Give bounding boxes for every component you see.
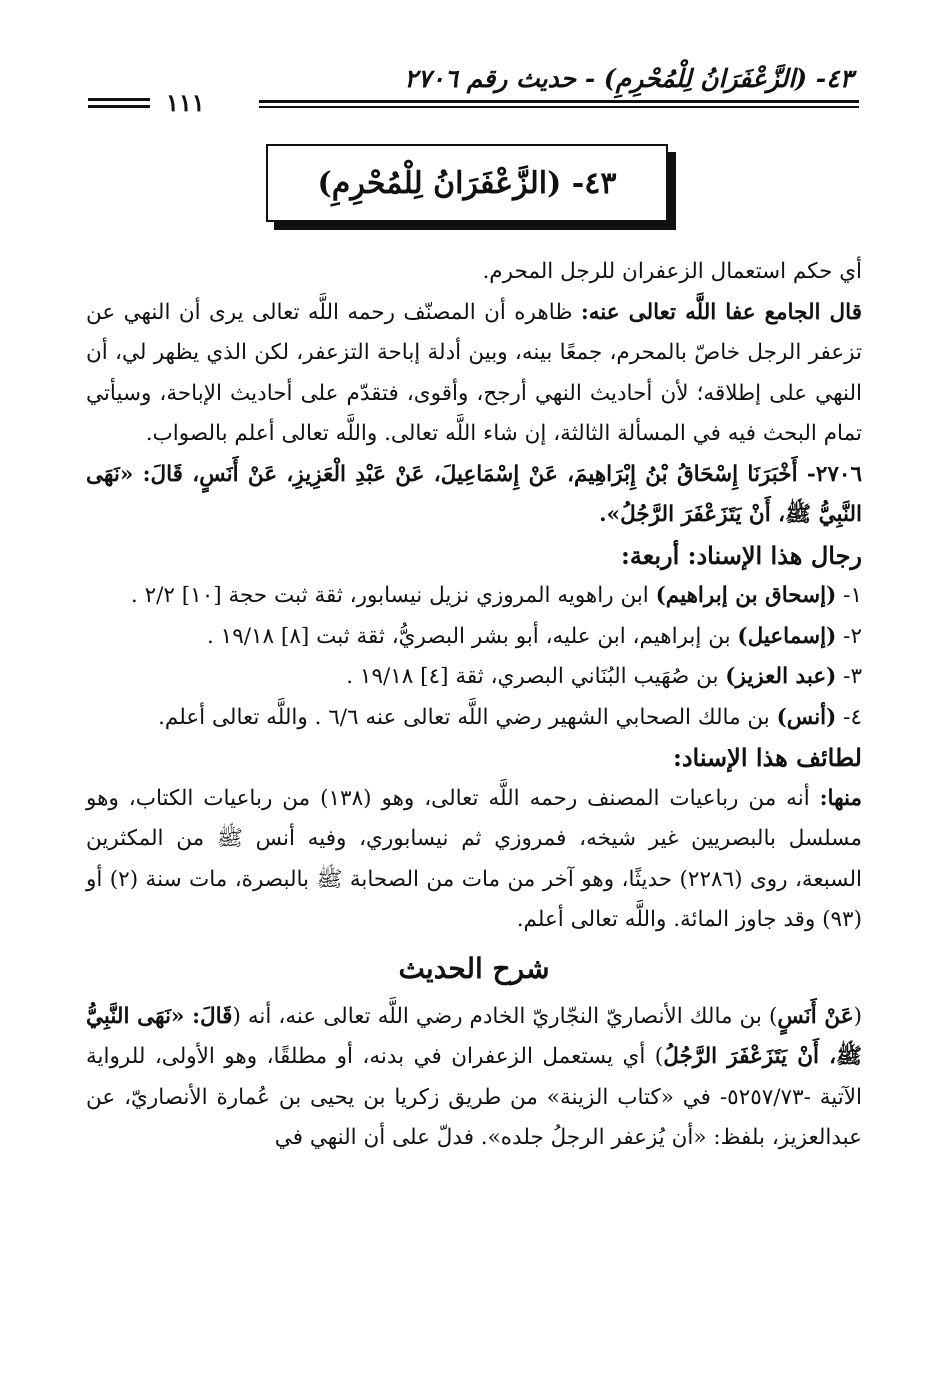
narrator-item [86, 576, 862, 617]
chapter-title: ٤٣- (الزَّعْفَرَانُ لِلْمُحْرِمِ) [317, 165, 617, 201]
narrator-name: (إسماعيل) [737, 623, 837, 649]
commentary-paragraph [86, 997, 862, 1159]
narrator-number: ٤- [836, 704, 862, 730]
commentary-text: ( [853, 1003, 862, 1029]
header-rule [259, 106, 859, 108]
subtleties-heading: لطائف هذا الإسناد: [672, 743, 862, 772]
narrator-name: (إسحاق بن إبراهيم) [655, 583, 837, 608]
subtleties-label: منها: [819, 785, 863, 811]
commentary-quote: عَنْ أَنَسٍ [777, 1003, 854, 1029]
commentary-heading: شرح الحديث [398, 951, 550, 985]
narrator-name: (عبد العزيز) [725, 664, 837, 689]
chapter-title-box [266, 144, 668, 222]
subtleties-text: أنه من رباعيات المصنف رحمه اللَّه تعالى، وهو (١٣٨) من رباعيات الكتاب، وهو مسلسل بالبصريين غير شيخه، فمروزي ثم نيسابوري، وفيه أنس ﷺ من المكثرين السبعة، روى (٢٢٨٦) حديثًا، وهو آخر من مات من الصحابة ﷺ بالبصرة، مات سنة (٢) أو (٩٣) وقد جاوز المائة. واللَّه تعالى أعلم. [86, 785, 862, 932]
page-number: ١١١ [166, 88, 205, 117]
narrator-number: ٣- [836, 664, 862, 689]
subtleties-paragraph [86, 779, 862, 941]
narrator-number: ١- [836, 583, 862, 608]
narrator-description: بن إبراهيم، ابن عليه، أبو بشر البصريُّ، ثقة ثبت [٨] ١٩/١٨ . [206, 623, 738, 649]
hadith-text: ٢٧٠٦- أَخْبَرَنَا إِسْحَاقُ بْنُ إِبْرَاهِيمَ، عَنْ إِسْمَاعِيلَ، عَنْ عَبْدِ الْعَزِيزِ، عَنْ أَنَسٍ، قَالَ: «نَهَى النَّبِيُّ ﷺ، أَنْ يَتَزَعْفَرَ الرَّجُلُ». [86, 461, 862, 527]
narrator-item [86, 657, 862, 698]
narrator-description: بن مالك الصحابي الشهير رضي اللَّه تعالى عنه ٦/٦ . واللَّه تعالى أعلم. [158, 704, 777, 730]
narrator-description: ابن راهويه المروزي نزيل نيسابور، ثقة ثبت حجة [١٠] ٢/٢ . [130, 583, 656, 608]
jami-paragraph [86, 293, 862, 455]
running-header-title: ٤٣- (الزَّعْفَرَانُ لِلْمُحْرِمِ) - حديث رقم ٢٧٠٦ [404, 64, 853, 93]
jami-text: ظاهره أن المصنّف رحمه اللَّه تعالى يرى أن النهي عن تزعفر الرجل خاصّ بالمحرم، جمعًا بينه، وبين أدلة إباحة التزعفر، لكن الذي يظهر لي، أن النهي على إطلاقه؛ لأن أحاديث النهي أرجح، وأقوى، فتقدّم على أحاديث الإباحة، وسيأتي تمام البحث فيه في المسألة الثالثة، إن شاء اللَّه تعالى. واللَّه تعالى أعلم بالصواب. [86, 299, 862, 446]
jami-label: قال الجامع عفا اللَّه تعالى عنه: [580, 299, 862, 325]
narrator-number: ٢- [836, 623, 862, 649]
commentary-text: ) بن مالك الأنصاريّ النجّاريّ الخادم رضي اللَّه تعالى عنه، أنه ( [232, 1003, 778, 1029]
narrator-description: بن صُهَيب البُنَاني البصري، ثقة [٤] ١٩/١٨ . [346, 664, 726, 689]
page-number-rules [88, 98, 150, 112]
commentary-text: ) أي يستعمل الزعفران في بدنه، أو مطلقًا، وهو الأولى، للرواية الآتية -٥٢٥٧/٧٣- في «كتاب الزينة» من طريق زكريا بن يحيى بن عُمارة الأنصاريّ، عن عبدالعزيز، بلفظ: «أن يُزعفر الرجلُ جلده». فدلّ على أن النهي في [86, 1044, 862, 1150]
header-rule [259, 100, 859, 103]
narrator-name: (أنس) [776, 704, 837, 730]
narrator-item [86, 617, 862, 658]
commentary-quote: قَالَ: «نَهَى النَّبِيُّ ﷺ، أَنْ يَتَزَعْفَرَ الرَّجُلُ [86, 1003, 862, 1069]
narrators-heading: رجال هذا الإسناد: أربعة: [621, 540, 862, 570]
intro-paragraph: أي حكم استعمال الزعفران للرجل المحرم. [482, 259, 862, 284]
main-text [86, 252, 862, 1159]
narrator-item [86, 698, 862, 739]
